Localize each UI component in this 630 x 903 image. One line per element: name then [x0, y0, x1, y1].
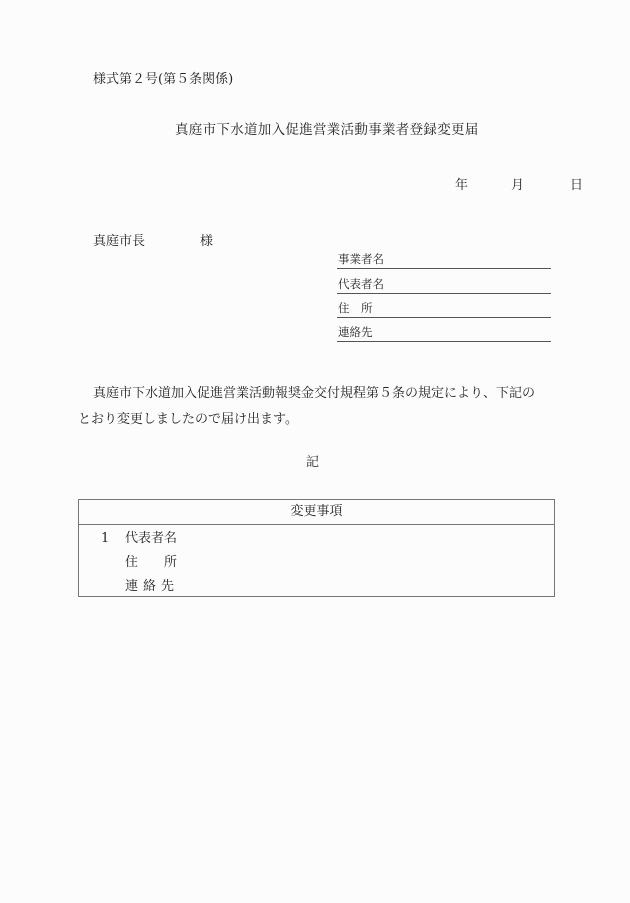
date-month-label: 月	[511, 178, 525, 193]
applicant-field-label: 連絡先	[338, 325, 373, 339]
change-items-table	[78, 499, 555, 597]
applicant-field-representative[interactable]	[337, 275, 551, 294]
ki-heading: 記	[306, 455, 320, 470]
body-paragraph	[78, 381, 558, 433]
form-number: 様式第２号(第５条関係)	[93, 72, 234, 87]
date-row	[455, 179, 583, 192]
change-item-representative[interactable]: 代表者名	[125, 531, 178, 546]
change-item-contact[interactable]: 連絡先	[125, 579, 180, 594]
body-line-1: 真庭市下水道加入促進営業活動報奨金交付規程第５条の規定により、下記の	[93, 386, 536, 401]
change-table-header: 変更事項	[79, 500, 554, 525]
body-line-2: とおり変更しましたので届け出ます。	[78, 412, 298, 427]
applicant-field-label: 事業者名	[338, 252, 384, 266]
applicant-field-label: 代表者名	[338, 277, 384, 291]
applicant-field-label: 住 所	[338, 301, 373, 315]
addressee-honorific: 様	[200, 234, 214, 249]
addressee-name: 真庭市長	[93, 234, 146, 249]
item-number: 1	[101, 531, 110, 546]
date-year-label: 年	[455, 178, 469, 193]
document-title: 真庭市下水道加入促進営業活動事業者登録変更届	[175, 122, 479, 138]
change-item-address[interactable]: 住 所	[125, 555, 178, 570]
applicant-field-business-name[interactable]	[337, 250, 551, 269]
applicant-field-contact[interactable]	[337, 323, 551, 342]
applicant-field-address[interactable]	[337, 299, 551, 318]
date-day-label: 日	[570, 178, 584, 193]
